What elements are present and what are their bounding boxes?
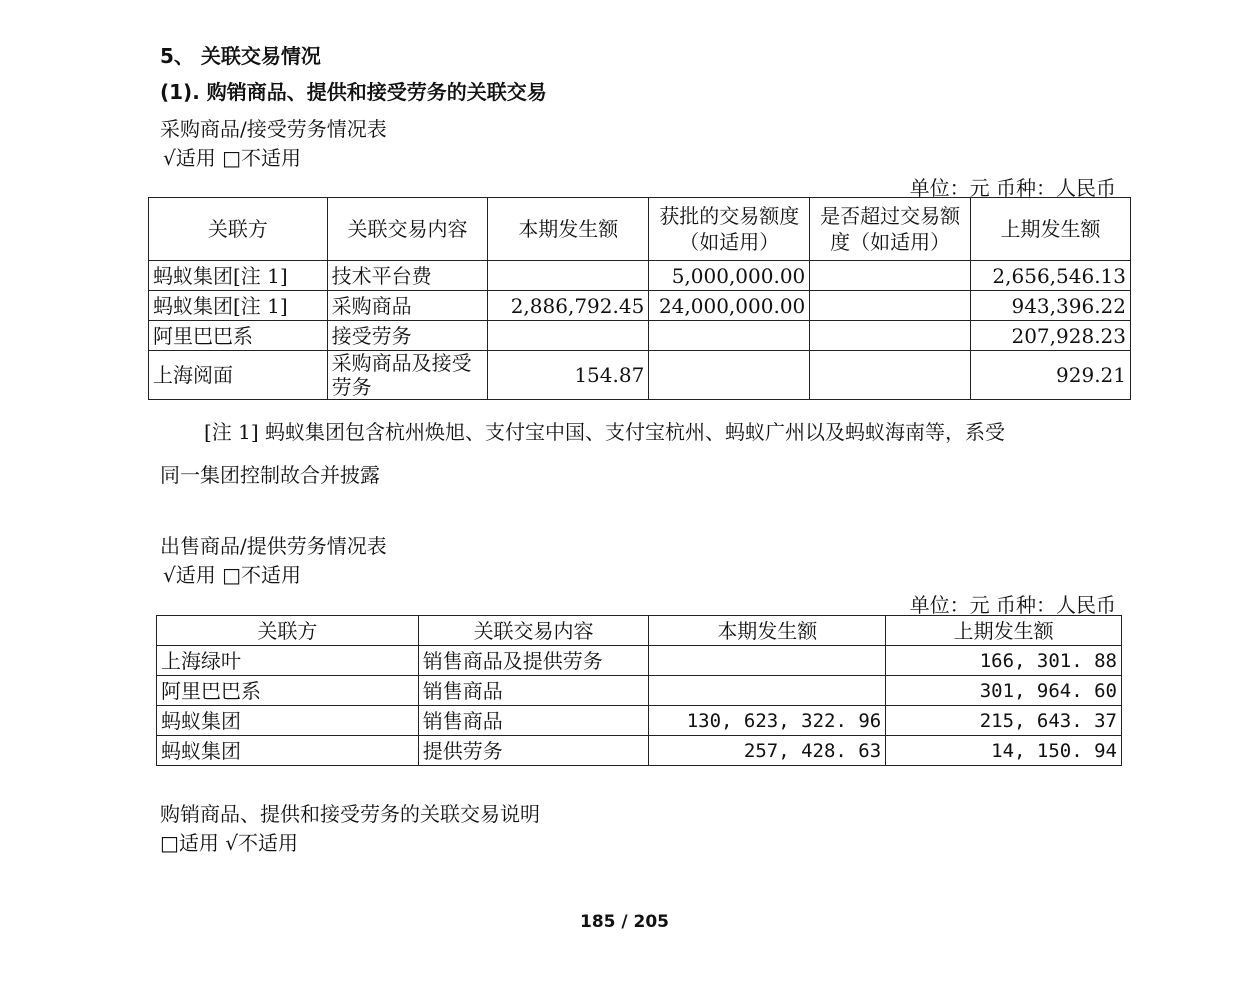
cell-current: 154.87 xyxy=(488,351,649,400)
cell-content: 销售商品 xyxy=(418,706,649,736)
table-row xyxy=(157,646,1122,676)
cell-prior: 14, 150. 94 xyxy=(886,736,1122,766)
cell-current xyxy=(488,261,649,291)
table-row xyxy=(149,291,1131,321)
cell-current: 130, 623, 322. 96 xyxy=(649,706,886,736)
cell-party: 蚂蚁集团[注 1] xyxy=(149,261,328,291)
table-row xyxy=(157,706,1122,736)
header-related-party: 关联方 xyxy=(157,616,419,646)
header-transaction-content: 关联交易内容 xyxy=(418,616,649,646)
cell-prior: 929.21 xyxy=(971,351,1131,400)
purchase-note-line2: 同一集团控制故合并披露 xyxy=(160,463,380,487)
cell-current xyxy=(488,321,649,351)
cell-limit xyxy=(649,351,810,400)
cell-current: 257, 428. 63 xyxy=(649,736,886,766)
sales-table-title: 出售商品/提供劳务情况表 xyxy=(160,534,387,558)
purchase-header-row xyxy=(149,198,1131,261)
sales-table xyxy=(156,615,1122,766)
cell-prior: 943,396.22 xyxy=(971,291,1131,321)
explanation-applicable: □适用 √不适用 xyxy=(160,831,298,855)
cell-exceeds xyxy=(810,291,971,321)
cell-content: 技术平台费 xyxy=(327,261,488,291)
table-row xyxy=(149,261,1131,291)
header-transaction-content: 关联交易内容 xyxy=(327,198,488,261)
purchase-table-title: 采购商品/接受劳务情况表 xyxy=(160,117,387,141)
table-row xyxy=(157,736,1122,766)
cell-prior: 301, 964. 60 xyxy=(886,676,1122,706)
explanation-title: 购销商品、提供和接受劳务的关联交易说明 xyxy=(160,802,540,826)
header-prior-amount: 上期发生额 xyxy=(971,198,1131,261)
cell-content: 销售商品 xyxy=(418,676,649,706)
cell-limit: 24,000,000.00 xyxy=(649,291,810,321)
cell-current xyxy=(649,676,886,706)
cell-content: 提供劳务 xyxy=(418,736,649,766)
table-row xyxy=(157,676,1122,706)
cell-limit xyxy=(649,321,810,351)
cell-content: 接受劳务 xyxy=(327,321,488,351)
cell-party: 蚂蚁集团 xyxy=(157,736,419,766)
cell-prior: 207,928.23 xyxy=(971,321,1131,351)
cell-current xyxy=(649,646,886,676)
purchase-table xyxy=(148,197,1131,400)
cell-prior: 215, 643. 37 xyxy=(886,706,1122,736)
cell-content: 销售商品及提供劳务 xyxy=(418,646,649,676)
table-row xyxy=(149,351,1131,400)
header-approved-limit: 获批的交易额度（如适用） xyxy=(649,198,810,261)
cell-party: 阿里巴巴系 xyxy=(157,676,419,706)
cell-prior: 2,656,546.13 xyxy=(971,261,1131,291)
sales-unit: 单位：元 币种：人民币 xyxy=(909,593,1116,617)
cell-party: 蚂蚁集团 xyxy=(157,706,419,736)
cell-party: 上海阅面 xyxy=(149,351,328,400)
cell-party: 阿里巴巴系 xyxy=(149,321,328,351)
cell-exceeds xyxy=(810,351,971,400)
cell-party: 上海绿叶 xyxy=(157,646,419,676)
cell-content: 采购商品及接受劳务 xyxy=(327,351,488,400)
cell-prior: 166, 301. 88 xyxy=(886,646,1122,676)
header-current-amount: 本期发生额 xyxy=(649,616,886,646)
sales-applicable: √适用 □不适用 xyxy=(163,563,301,587)
purchase-note-line1: [注 1] 蚂蚁集团包含杭州焕旭、支付宝中国、支付宝杭州、蚂蚁广州以及蚂蚁海南等，系受 xyxy=(204,420,1006,444)
sales-header-row xyxy=(157,616,1122,646)
header-exceeds-limit: 是否超过交易额度（如适用） xyxy=(810,198,971,261)
purchase-unit: 单位：元 币种：人民币 xyxy=(909,176,1116,200)
cell-limit: 5,000,000.00 xyxy=(649,261,810,291)
section-heading: 5、 关联交易情况 xyxy=(160,44,321,68)
page-number: 185 / 205 xyxy=(579,912,670,932)
header-current-amount: 本期发生额 xyxy=(488,198,649,261)
cell-current: 2,886,792.45 xyxy=(488,291,649,321)
cell-content: 采购商品 xyxy=(327,291,488,321)
table-row xyxy=(149,321,1131,351)
sub-heading: (1). 购销商品、提供和接受劳务的关联交易 xyxy=(160,80,547,104)
header-related-party: 关联方 xyxy=(149,198,328,261)
cell-exceeds xyxy=(810,321,971,351)
purchase-applicable: √适用 □不适用 xyxy=(163,146,301,170)
header-prior-amount: 上期发生额 xyxy=(886,616,1122,646)
cell-party: 蚂蚁集团[注 1] xyxy=(149,291,328,321)
cell-exceeds xyxy=(810,261,971,291)
